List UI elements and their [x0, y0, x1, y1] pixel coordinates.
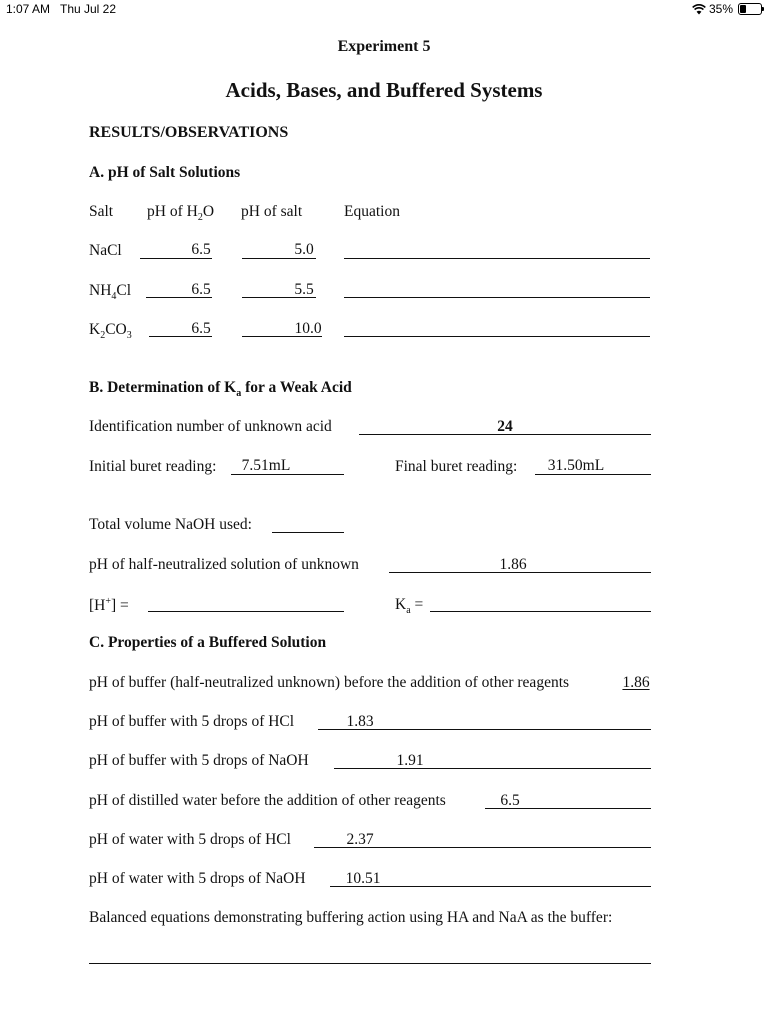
- section-b-heading: B. Determination of $K_a$ for a Weak Acid: [89, 379, 352, 400]
- unknown-value: 24: [497, 418, 513, 435]
- ph-salt-value: 5.5: [294, 281, 314, 298]
- ph-h2o-value: 6.5: [191, 320, 211, 337]
- water-before-label: pH of distilled water before the addition of other reagents: [89, 792, 446, 809]
- water-hcl-label: pH of water with 5 drops of HCl: [89, 831, 291, 848]
- salt-nacl: NaCl: [89, 242, 122, 259]
- results-heading: RESULTS/OBSERVATIONS: [89, 124, 289, 141]
- equation-field[interactable]: [344, 258, 650, 259]
- salt-nh4cl: $NH_4Cl$: [89, 282, 132, 303]
- total-volume-label: Total volume NaOH used:: [89, 516, 252, 533]
- status-bar: [0, 0, 768, 20]
- equation-field[interactable]: [344, 336, 650, 337]
- initial-buret-value: 7.51mL: [241, 457, 291, 474]
- buffer-naoh-value: 1.91: [396, 752, 424, 769]
- equation-field[interactable]: [344, 297, 650, 298]
- ph-salt-value: 10.0: [294, 320, 322, 337]
- section-a-heading: A. pH of Salt Solutions: [89, 164, 241, 181]
- ka-label: $K_a$ =: [395, 596, 424, 617]
- total-volume-field[interactable]: [272, 532, 344, 533]
- buffer-naoh-label: pH of buffer with 5 drops of NaOH: [89, 752, 309, 769]
- final-buret-value: 31.50mL: [547, 457, 605, 474]
- water-before-value: 6.5: [500, 792, 520, 809]
- ph-h2o-value: 6.5: [191, 241, 211, 258]
- status-right: [692, 2, 762, 16]
- buffer-hcl-value: 1.83: [346, 713, 374, 730]
- col-ph-salt: pH of salt: [241, 203, 303, 220]
- h-ion-field[interactable]: [148, 611, 344, 612]
- half-neutralized-label: pH of half-neutralized solution of unknown: [89, 556, 359, 573]
- page-title: Acids, Bases, and Buffered Systems: [225, 78, 543, 102]
- buffer-hcl-label: pH of buffer with 5 drops of HCl: [89, 713, 295, 730]
- buffer-before-label: pH of buffer (half-neutralized unknown) before the addition of other reagents: [89, 674, 570, 691]
- status-date: Thu Jul 22: [60, 2, 117, 16]
- water-hcl-value: 2.37: [346, 831, 374, 848]
- col-salt: Salt: [89, 203, 114, 220]
- buffer-naoh-line[interactable]: [334, 768, 651, 769]
- experiment-label: Experiment 5: [337, 38, 431, 55]
- battery-icon: [738, 3, 762, 15]
- balanced-equations-label: Balanced equations demonstrating buffering action using HA and NaA as the buffer:: [89, 909, 613, 926]
- col-ph-h2o: pH of $H_2O$: [147, 203, 215, 224]
- wifi-icon: [692, 4, 706, 15]
- battery-fill: [740, 5, 746, 13]
- battery-percent: 35%: [708, 2, 733, 16]
- initial-buret-label: Initial buret reading:: [89, 458, 217, 475]
- battery-nub: [762, 7, 764, 11]
- half-neutralized-value: 1.86: [499, 556, 527, 573]
- ph-salt-value: 5.0: [294, 241, 314, 258]
- unknown-label: Identification number of unknown acid: [89, 418, 332, 435]
- ph-h2o-value: 6.5: [191, 281, 211, 298]
- buffer-before-value: 1.86: [622, 674, 650, 691]
- salt-k2co3: $K_2CO_3$: [89, 321, 132, 342]
- water-naoh-value: 10.51: [345, 870, 381, 887]
- balanced-equations-field[interactable]: [89, 963, 651, 964]
- section-c-heading: C. Properties of a Buffered Solution: [89, 634, 327, 651]
- col-equation: Equation: [344, 203, 400, 220]
- h-ion-label: [H+] =: [89, 596, 129, 615]
- final-buret-label: Final buret reading:: [395, 458, 518, 475]
- ka-field[interactable]: [430, 611, 651, 612]
- water-naoh-label: pH of water with 5 drops of NaOH: [89, 870, 306, 887]
- status-time: 1:07 AM: [6, 2, 51, 16]
